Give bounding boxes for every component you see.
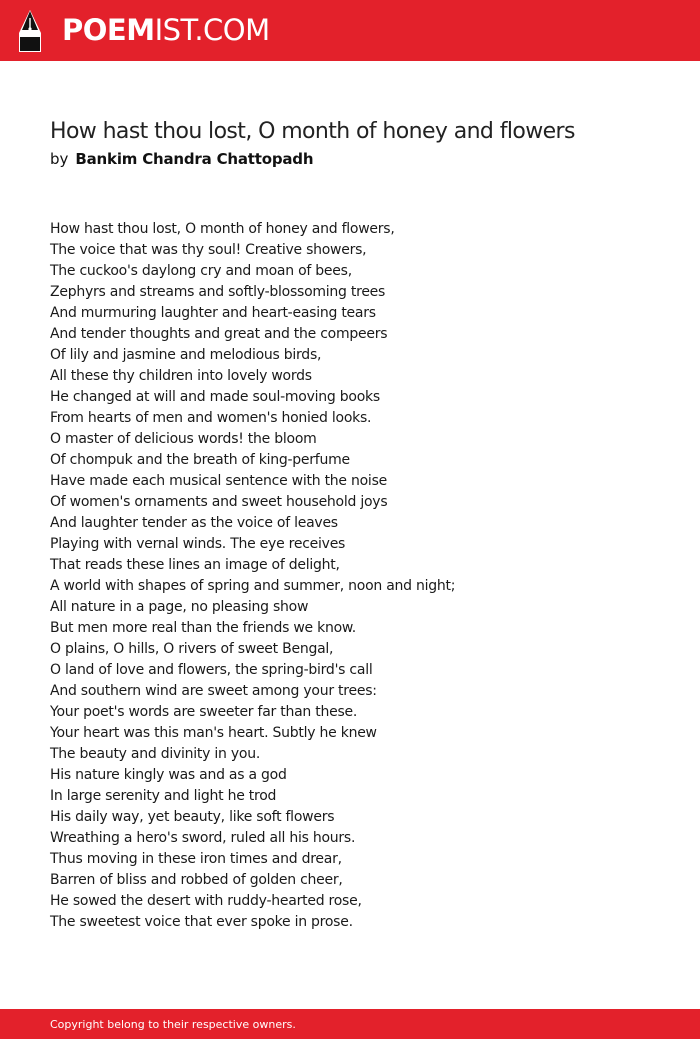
author-name: Bankim Chandra Chattopadh [75, 150, 314, 168]
poem-line: O master of delicious words! the bloom [50, 431, 317, 447]
poem-line: O land of love and flowers, the spring-bird's call [50, 662, 373, 678]
poem-line: All nature in a page, no pleasing show [50, 599, 309, 615]
poem-line: Of women's ornaments and sweet household joys [50, 494, 388, 510]
poem-line: He changed at will and made soul-moving books [50, 389, 380, 405]
poem-title: How hast thou lost, O month of honey and flowers [50, 119, 575, 144]
site-footer [0, 1009, 700, 1039]
poem-line: And tender thoughts and great and the compeers [50, 326, 388, 342]
poem-line: Of chompuk and the breath of king-perfume [50, 452, 350, 468]
by-label: by [50, 150, 69, 168]
poem-line: The beauty and divinity in you. [50, 746, 261, 762]
poem-line: And southern wind are sweet among your trees: [50, 683, 377, 699]
poem-line: Wreathing a hero's sword, ruled all his hours. [50, 830, 356, 846]
poem-line: Of lily and jasmine and melodious birds, [50, 347, 322, 363]
poem-line: His nature kingly was and as a god [50, 767, 287, 783]
poem-line: How hast thou lost, O month of honey and flowers, [50, 221, 395, 237]
poem-line: Your heart was this man's heart. Subtly he knew [50, 725, 377, 741]
poem-line: But men more real than the friends we know. [50, 620, 356, 636]
poem-line: Zephyrs and streams and softly-blossoming trees [50, 284, 386, 300]
poem-line: Playing with vernal winds. The eye receives [50, 536, 346, 552]
poem-line: O plains, O hills, O rivers of sweet Bengal, [50, 641, 334, 657]
poem-line: His daily way, yet beauty, like soft flowers [50, 809, 335, 825]
poem-line: In large serenity and light he trod [50, 788, 277, 804]
poem-body [50, 219, 455, 933]
poem-line: Have made each musical sentence with the noise [50, 473, 387, 489]
poem-line: All these thy children into lovely words [50, 368, 312, 384]
poem-line: Barren of bliss and robbed of golden cheer, [50, 872, 343, 888]
logo-light-text: IST.COM [154, 13, 270, 47]
poem-line: A world with shapes of spring and summer, noon and night; [50, 578, 456, 594]
poem-line: The sweetest voice that ever spoke in prose. [50, 914, 353, 930]
poem-line: The voice that was thy soul! Creative showers, [50, 242, 367, 258]
poem-line: The cuckoo's daylong cry and moan of bees, [50, 263, 352, 279]
site-logo[interactable] [62, 12, 270, 48]
poem-line: Thus moving in these iron times and drear, [50, 851, 342, 867]
poem-line: That reads these lines an image of delight, [50, 557, 340, 573]
poem-line: He sowed the desert with ruddy-hearted rose, [50, 893, 362, 909]
poem-line: And laughter tender as the voice of leaves [50, 515, 338, 531]
poem-line: And murmuring laughter and heart-easing tears [50, 305, 376, 321]
poem-line: From hearts of men and women's honied looks. [50, 410, 372, 426]
logo-bold-text: POEM [62, 13, 155, 47]
pen-nib-icon[interactable] [18, 10, 42, 52]
poem-line: Your poet's words are sweeter far than these. [50, 704, 358, 720]
byline [50, 149, 313, 169]
site-header [0, 0, 700, 61]
copyright-notice: Copyright belong to their respective owners. [50, 1018, 296, 1031]
